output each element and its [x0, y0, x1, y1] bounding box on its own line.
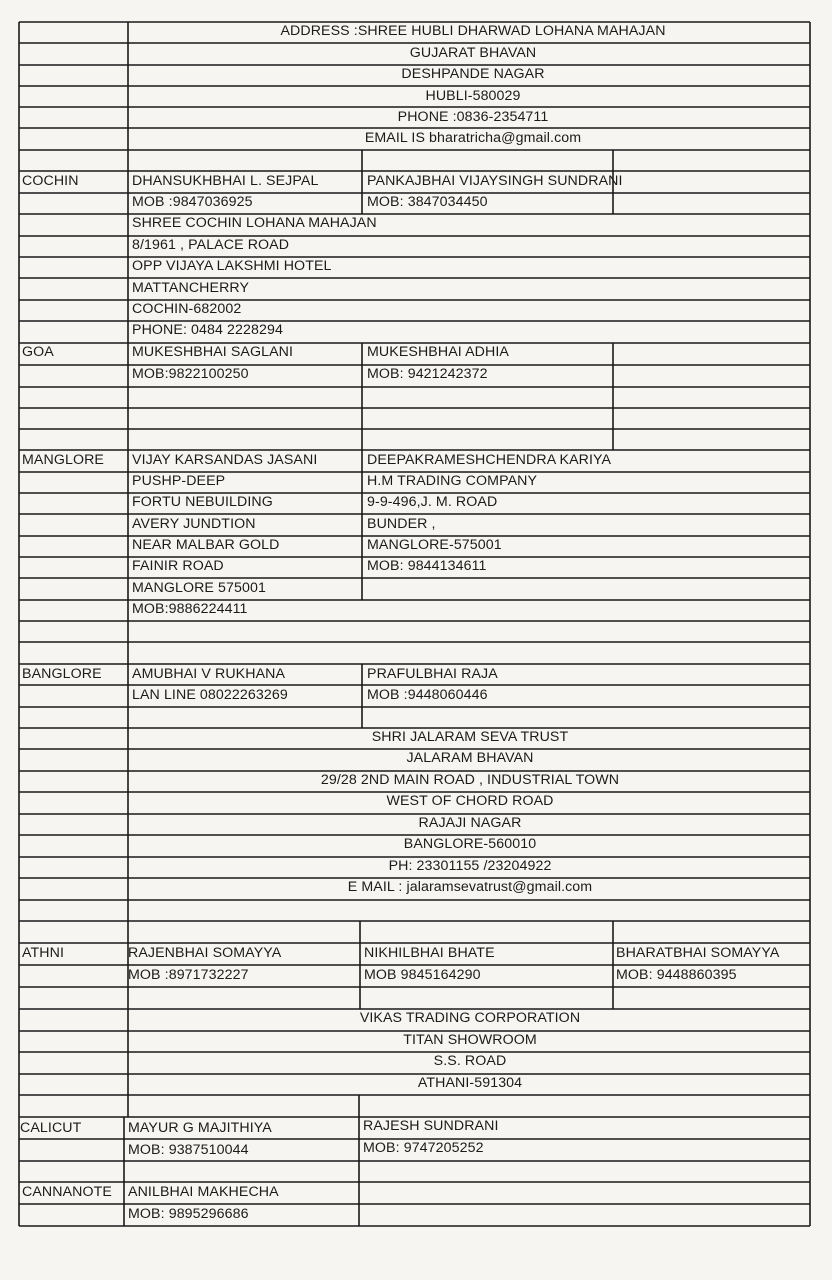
goa-contact1-mob: MOB:9822100250: [132, 366, 249, 382]
manglore-contact1-line: AVERY JUNDTION: [132, 516, 256, 532]
cochin-address-line: SHREE COCHIN LOHANA MAHAJAN: [132, 215, 377, 231]
contact-table: [18, 20, 812, 1230]
athni-contact3-name: BHARATBHAI SOMAYYA: [616, 945, 780, 961]
athni-address-line: VIKAS TRADING CORPORATION: [359, 1010, 581, 1026]
hubli-line4: HUBLI-580029: [425, 88, 521, 104]
manglore-contact1-line: VIJAY KARSANDAS JASANI: [132, 452, 318, 468]
banglore-email: E MAIL : jalaramsevatrust@gmail.com: [347, 879, 593, 895]
goa-contact2-name: MUKESHBHAI ADHIA: [367, 344, 509, 360]
cochin-address-line: MATTANCHERRY: [132, 280, 250, 296]
banglore-address-line: WEST OF CHORD ROAD: [386, 793, 554, 809]
hubli-address: ADDRESS :SHREE HUBLI DHARWAD LOHANA MAHAJAN: [280, 23, 666, 39]
banglore-address-line: RAJAJI NAGAR: [418, 815, 522, 831]
banglore-address-line: SHRI JALARAM SEVA TRUST: [371, 729, 569, 745]
city-cannanote: CANNANOTE: [22, 1184, 112, 1200]
athni-contact2-mob: MOB 9845164290: [364, 967, 481, 983]
calicut-contact1-name: MAYUR G MAJITHIYA: [128, 1120, 272, 1136]
cannanote-contact1-name: ANILBHAI MAKHECHA: [128, 1184, 279, 1200]
manglore-contact2-line: MANGLORE-575001: [367, 537, 502, 553]
athni-address-line: TITAN SHOWROOM: [403, 1032, 537, 1048]
cochin-address-line: 8/1961 , PALACE ROAD: [132, 237, 290, 253]
athni-contact1-mob: MOB :8971732227: [128, 967, 249, 983]
manglore-contact1-line: FAINIR ROAD: [132, 558, 224, 574]
cochin-address-line: PHONE: 0484 2228294: [132, 322, 283, 338]
banglore-contact2-name: PRAFULBHAI RAJA: [367, 666, 498, 682]
city-cochin: COCHIN: [22, 173, 79, 189]
athni-contact3-mob: MOB: 9448860395: [616, 967, 737, 983]
banglore-contact1-landline: LAN LINE 08022263269: [132, 687, 288, 703]
cannanote-contact1-mob: MOB: 9895296686: [128, 1206, 249, 1222]
banglore-address-line: BANGLORE-560010: [403, 836, 537, 852]
manglore-contact2-line: DEEPAKRAMESHCHENDRA KARIYA: [367, 452, 612, 468]
athni-address-line: S.S. ROAD: [433, 1053, 507, 1069]
manglore-contact1-line: MOB:9886224411: [132, 601, 248, 617]
calicut-contact1-mob: MOB: 9387510044: [128, 1142, 249, 1158]
hubli-email: EMAIL IS bharatricha@gmail.com: [364, 130, 582, 146]
manglore-contact2-line: BUNDER ,: [367, 516, 436, 532]
cochin-address-line: OPP VIJAYA LAKSHMI HOTEL: [132, 258, 332, 274]
city-athni: ATHNI: [22, 945, 65, 961]
manglore-contact1-line: PUSHP-DEEP: [132, 473, 226, 489]
calicut-contact2-mob: MOB: 9747205252: [363, 1140, 484, 1156]
banglore-contact2-mob: MOB :9448060446: [367, 687, 488, 703]
goa-contact2-mob: MOB: 9421242372: [367, 366, 488, 382]
cochin-contact2-mob: MOB: 3847034450: [367, 194, 488, 210]
manglore-contact1-line: MANGLORE 575001: [132, 580, 266, 596]
athni-contact2-name: NIKHILBHAI BHATE: [364, 945, 495, 961]
manglore-contact2-line: 9-9-496,J. M. ROAD: [367, 494, 498, 510]
banglore-address-line: 29/28 2ND MAIN ROAD , INDUSTRIAL TOWN: [320, 772, 620, 788]
athni-contact1-name: RAJENBHAI SOMAYYA: [128, 945, 282, 961]
city-manglore: MANGLORE: [22, 452, 104, 468]
manglore-contact2-line: MOB: 9844134611: [367, 558, 487, 574]
cochin-address-line: COCHIN-682002: [132, 301, 242, 317]
banglore-address-line: JALARAM BHAVAN: [406, 750, 534, 766]
calicut-contact2-name: RAJESH SUNDRANI: [363, 1118, 499, 1134]
athni-address-line: ATHANI-591304: [417, 1075, 523, 1091]
hubli-line2: GUJARAT BHAVAN: [409, 45, 537, 61]
banglore-contact1-name: AMUBHAI V RUKHANA: [132, 666, 286, 682]
hubli-phone: PHONE :0836-2354711: [397, 109, 549, 125]
manglore-contact1-line: NEAR MALBAR GOLD: [132, 537, 280, 553]
cochin-contact1-name: DHANSUKHBHAI L. SEJPAL: [132, 173, 319, 189]
city-banglore: BANGLORE: [22, 666, 102, 682]
manglore-contact2-line: H.M TRADING COMPANY: [367, 473, 538, 489]
cochin-contact2-name: PANKAJBHAI VIJAYSINGH SUNDRANI: [367, 173, 623, 189]
goa-contact1-name: MUKESHBHAI SAGLANI: [132, 344, 294, 360]
city-goa: GOA: [22, 344, 54, 360]
city-calicut: CALICUT: [20, 1120, 82, 1136]
manglore-contact1-line: FORTU NEBUILDING: [132, 494, 273, 510]
banglore-address-line: PH: 23301155 /23204922: [388, 858, 552, 874]
cochin-contact1-mob: MOB :9847036925: [132, 194, 253, 210]
hubli-line3: DESHPANDE NAGAR: [401, 66, 545, 82]
